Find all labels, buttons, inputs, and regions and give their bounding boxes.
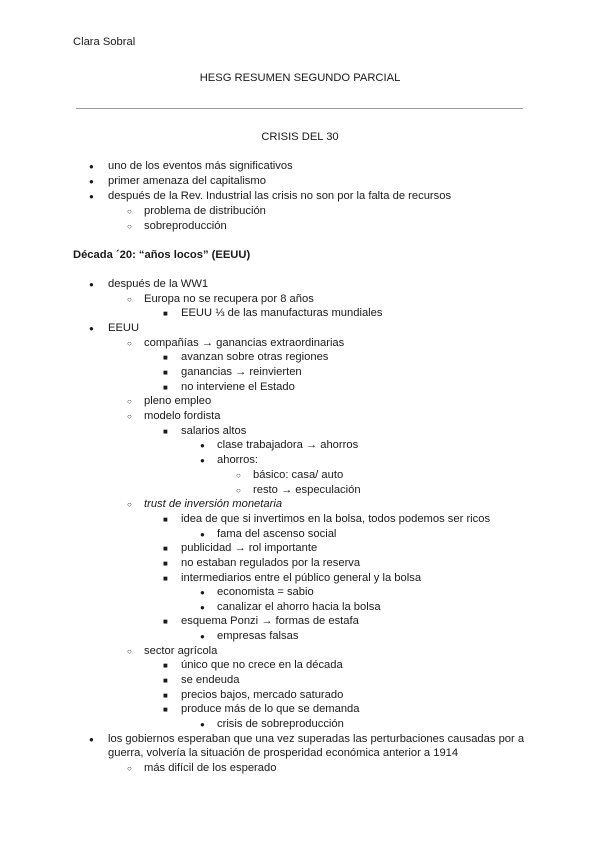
list-bullet: ○: [127, 339, 132, 348]
document-title: HESG RESUMEN SEGUNDO PARCIAL: [199, 72, 401, 84]
list-item: avanzan sobre otras regiones: [181, 351, 329, 363]
list-bullet: ■: [163, 705, 168, 714]
author-name: Clara Sobral: [73, 36, 136, 48]
list-bullet: ●: [89, 162, 94, 171]
list-bullet: ■: [163, 515, 168, 524]
list-item: canalizar el ahorro hacia la bolsa: [217, 601, 381, 613]
list-bullet: ○: [127, 412, 132, 421]
list-bullet: ■: [163, 353, 168, 362]
list-bullet: ●: [200, 632, 205, 641]
section-heading: Década ´20: “años locos” (EEUU): [73, 249, 251, 261]
list-item: primer amenaza del capitalismo: [108, 175, 266, 187]
list-bullet: ■: [163, 309, 168, 318]
list-item: trust de inversión monetaria: [144, 498, 283, 510]
list-bullet: ■: [163, 661, 168, 670]
section-title: CRISIS DEL 30: [261, 131, 339, 143]
list-item: EEUU: [108, 322, 140, 334]
list-bullet: ●: [200, 603, 205, 612]
list-item: modelo fordista: [144, 410, 221, 422]
list-bullet: ○: [236, 486, 241, 495]
list-item: ganancias → reinvierten: [181, 366, 302, 378]
list-bullet: ■: [163, 574, 168, 583]
list-bullet: ●: [89, 735, 94, 744]
list-bullet: ●: [200, 456, 205, 465]
list-bullet: ○: [236, 471, 241, 480]
list-item: empresas falsas: [217, 630, 299, 642]
list-item: después de la WW1: [108, 278, 209, 290]
list-item: publicidad → rol importante: [181, 542, 318, 554]
list-bullet: ■: [163, 544, 168, 553]
list-bullet: ■: [163, 368, 168, 377]
list-item: esquema Ponzi → formas de estafa: [181, 615, 359, 627]
list-bullet: ○: [127, 764, 132, 773]
list-item: sobreproducción: [144, 220, 227, 232]
list-item: idea de que si invertimos en la bolsa, todos podemos ser ricos: [181, 513, 491, 525]
list-item: fama del ascenso social: [217, 528, 337, 540]
list-item: intermediarios entre el público general y la bolsa: [181, 572, 422, 584]
list-item: los gobiernos esperaban que una vez superadas las perturbaciones causadas por a: [108, 733, 525, 745]
list-bullet: ○: [127, 647, 132, 656]
list-bullet: ○: [127, 207, 132, 216]
list-bullet: ○: [127, 295, 132, 304]
list-bullet: ■: [163, 427, 168, 436]
list-bullet: ○: [127, 397, 132, 406]
list-bullet: ■: [163, 676, 168, 685]
list-item: Europa no se recupera por 8 años: [144, 293, 314, 305]
list-item: se endeuda: [181, 674, 240, 686]
list-item: problema de distribución: [144, 205, 266, 217]
list-item: después de la Rev. Industrial las crisis no son por la falta de recursos: [108, 190, 452, 202]
list-item: clase trabajadora → ahorros: [217, 439, 359, 451]
list-item: no interviene el Estado: [181, 381, 295, 393]
list-bullet: ●: [200, 588, 205, 597]
list-item: sector agrícola: [144, 645, 218, 657]
list-bullet: ○: [127, 222, 132, 231]
list-item: pleno empleo: [144, 395, 212, 407]
list-item: uno de los eventos más significativos: [108, 160, 293, 172]
list-bullet: ●: [89, 177, 94, 186]
list-item: produce más de lo que se demanda: [181, 703, 360, 715]
list-bullet: ■: [163, 559, 168, 568]
list-bullet: ●: [89, 192, 94, 201]
list-item: básico: casa/ auto: [253, 469, 344, 481]
list-bullet: ●: [200, 441, 205, 450]
list-item: más difícil de los esperado: [144, 762, 277, 774]
list-bullet: ●: [89, 324, 94, 333]
list-bullet: ●: [200, 720, 205, 729]
list-item-continuation: guerra, volvería la situación de prosperidad económica anterior a 1914: [108, 747, 459, 759]
list-item: crisis de sobreproducción: [217, 718, 344, 730]
list-bullet: ■: [163, 617, 168, 626]
list-bullet: ●: [200, 530, 205, 539]
list-bullet: ●: [89, 280, 94, 289]
list-bullet: ■: [163, 383, 168, 392]
list-item: ahorros:: [217, 454, 259, 466]
list-bullet: ■: [163, 691, 168, 700]
list-item: economista = sabio: [217, 586, 314, 598]
list-item: resto → especulación: [253, 484, 361, 496]
list-item: precios bajos, mercado saturado: [181, 689, 344, 701]
list-item: EEUU ⅓ de las manufacturas mundiales: [181, 307, 383, 319]
horizontal-rule: [76, 108, 523, 109]
list-item: compañías → ganancias extraordinarias: [144, 337, 345, 349]
list-bullet: ○: [127, 500, 132, 509]
list-item: salarios altos: [181, 425, 247, 437]
list-item: no estaban regulados por la reserva: [181, 557, 361, 569]
list-item: único que no crece en la década: [181, 659, 343, 671]
